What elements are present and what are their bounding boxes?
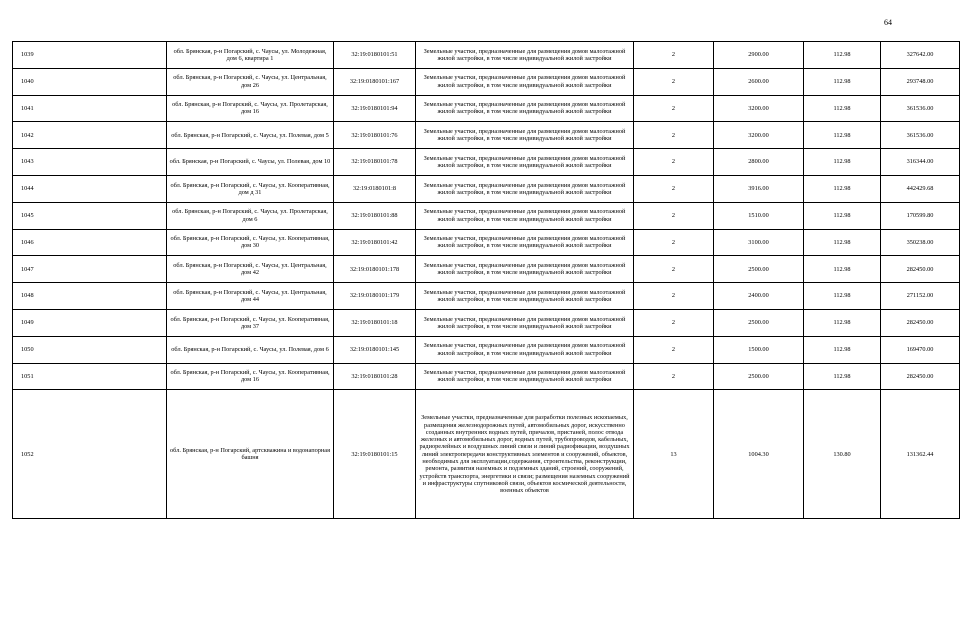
address-cell: обл. Брянская, р-н Погарский, с. Чаусы, ул. Полевая, дом 6 — [167, 336, 334, 363]
use-class-cell: 13 — [634, 390, 714, 519]
cadastral-value-cell: 327642.00 — [881, 42, 960, 69]
cadastral-value-cell: 442429.68 — [881, 175, 960, 202]
table-row — [13, 229, 960, 256]
address-cell: обл. Брянская, р-н Погарский, с. Чаусы, ул. Кооперативная, дом 16 — [167, 363, 334, 390]
page-number: 64 — [884, 18, 892, 27]
cadastral-value-cell: 350238.00 — [881, 229, 960, 256]
row-number: 1050 — [13, 336, 167, 363]
specific-value-cell: 112.98 — [804, 68, 881, 95]
row-number: 1044 — [13, 175, 167, 202]
specific-value-cell: 112.98 — [804, 363, 881, 390]
area-cell: 2800.00 — [714, 149, 804, 176]
address-cell: обл. Брянская, р-н Погарский, с. Чаусы, ул. Центральная, дом 44 — [167, 283, 334, 310]
permitted-use-cell: Земельные участки, предназначенные для размещения домов малоэтажной жилой застройки, в том числе индивидуальной жилой застройки — [416, 42, 634, 69]
address-cell: обл. Брянская, р-н Погарский, с. Чаусы, ул. Центральная, дом 26 — [167, 68, 334, 95]
cadastral-number-cell: 32:19:0180101:167 — [334, 68, 416, 95]
cadastral-number-cell: 32:19:0180101:15 — [334, 390, 416, 519]
address-cell: обл. Брянская, р-н Погарский, с. Чаусы, ул. Пролетарская, дом 16 — [167, 95, 334, 122]
area-cell: 2500.00 — [714, 256, 804, 283]
permitted-use-cell: Земельные участки, предназначенные для размещения домов малоэтажной жилой застройки, в том числе индивидуальной жилой застройки — [416, 229, 634, 256]
area-cell: 3916.00 — [714, 175, 804, 202]
row-number: 1040 — [13, 68, 167, 95]
use-class-cell: 2 — [634, 256, 714, 283]
table-row — [13, 363, 960, 390]
cadastral-number-cell: 32:19:0180101:145 — [334, 336, 416, 363]
area-cell: 3100.00 — [714, 229, 804, 256]
address-cell: обл. Брянская, р-н Погарский, с. Чаусы, ул. Кооперативная, дом д 31 — [167, 175, 334, 202]
area-cell: 3200.00 — [714, 95, 804, 122]
cadastral-value-cell: 169470.00 — [881, 336, 960, 363]
specific-value-cell: 112.98 — [804, 95, 881, 122]
cadastral-value-cell: 170599.80 — [881, 202, 960, 229]
cadastral-number-cell: 32:19:0180101:18 — [334, 309, 416, 336]
cadastral-number-cell: 32:19:0180101:88 — [334, 202, 416, 229]
address-cell: обл. Брянская, р-н Погарский, с. Чаусы, ул. Молодежная, дом 6, квартира 1 — [167, 42, 334, 69]
specific-value-cell: 130.80 — [804, 390, 881, 519]
permitted-use-cell: Земельные участки, предназначенные для размещения домов малоэтажной жилой застройки, в том числе индивидуальной жилой застройки — [416, 68, 634, 95]
cadastral-value-cell: 282450.00 — [881, 363, 960, 390]
use-class-cell: 2 — [634, 68, 714, 95]
cadastral-value-cell: 293748.00 — [881, 68, 960, 95]
cadastral-value-cell: 361536.00 — [881, 122, 960, 149]
use-class-cell: 2 — [634, 229, 714, 256]
permitted-use-cell: Земельные участки, предназначенные для размещения домов малоэтажной жилой застройки, в том числе индивидуальной жилой застройки — [416, 175, 634, 202]
cadastral-value-cell: 131362.44 — [881, 390, 960, 519]
permitted-use-cell: Земельные участки, предназначенные для размещения домов малоэтажной жилой застройки, в том числе индивидуальной жилой застройки — [416, 363, 634, 390]
row-number: 1042 — [13, 122, 167, 149]
table-row — [13, 42, 960, 69]
table-row — [13, 175, 960, 202]
cadastral-number-cell: 32:19:0180101:51 — [334, 42, 416, 69]
area-cell: 2500.00 — [714, 363, 804, 390]
permitted-use-cell: Земельные участки, предназначенные для размещения домов малоэтажной жилой застройки, в том числе индивидуальной жилой застройки — [416, 122, 634, 149]
row-number: 1045 — [13, 202, 167, 229]
use-class-cell: 2 — [634, 122, 714, 149]
row-number: 1046 — [13, 229, 167, 256]
specific-value-cell: 112.98 — [804, 336, 881, 363]
table-row — [13, 202, 960, 229]
cadastral-value-cell: 316344.00 — [881, 149, 960, 176]
specific-value-cell: 112.98 — [804, 42, 881, 69]
table-row — [13, 283, 960, 310]
use-class-cell: 2 — [634, 363, 714, 390]
address-cell: обл. Брянская, р-н Погарский, с. Чаусы, ул. Пролетарская, дом 6 — [167, 202, 334, 229]
address-cell: обл. Брянская, р-н Погарский, с. Чаусы, ул. Полевая, дом 10 — [167, 149, 334, 176]
cadastral-value-cell: 271152.00 — [881, 283, 960, 310]
use-class-cell: 2 — [634, 149, 714, 176]
area-cell: 1510.00 — [714, 202, 804, 229]
land-registry-table — [12, 41, 960, 519]
cadastral-number-cell: 32:19:0180101:78 — [334, 149, 416, 176]
specific-value-cell: 112.98 — [804, 175, 881, 202]
cadastral-number-cell: 32:19:0180101:76 — [334, 122, 416, 149]
area-cell: 1500.00 — [714, 336, 804, 363]
cadastral-value-cell: 282450.00 — [881, 256, 960, 283]
address-cell: обл. Брянская, р-н Погарский, с. Чаусы, ул. Кооперативная, дом 30 — [167, 229, 334, 256]
specific-value-cell: 112.98 — [804, 309, 881, 336]
specific-value-cell: 112.98 — [804, 122, 881, 149]
row-number: 1043 — [13, 149, 167, 176]
area-cell: 2900.00 — [714, 42, 804, 69]
use-class-cell: 2 — [634, 283, 714, 310]
area-cell: 3200.00 — [714, 122, 804, 149]
use-class-cell: 2 — [634, 336, 714, 363]
table-row — [13, 68, 960, 95]
area-cell: 2500.00 — [714, 309, 804, 336]
use-class-cell: 2 — [634, 309, 714, 336]
table-row — [13, 95, 960, 122]
row-number: 1048 — [13, 283, 167, 310]
permitted-use-cell: Земельные участки, предназначенные для размещения домов малоэтажной жилой застройки, в том числе индивидуальной жилой застройки — [416, 95, 634, 122]
table-row — [13, 149, 960, 176]
use-class-cell: 2 — [634, 175, 714, 202]
specific-value-cell: 112.98 — [804, 149, 881, 176]
use-class-cell: 2 — [634, 202, 714, 229]
address-cell: обл. Брянская, р-н Погарский, с. Чаусы, ул. Кооперативная, дом 37 — [167, 309, 334, 336]
row-number: 1051 — [13, 363, 167, 390]
specific-value-cell: 112.98 — [804, 283, 881, 310]
cadastral-number-cell: 32:19:0180101:179 — [334, 283, 416, 310]
row-number: 1041 — [13, 95, 167, 122]
row-number: 1049 — [13, 309, 167, 336]
table-row — [13, 256, 960, 283]
address-cell: обл. Брянская, р-н Погарский, артскважина и водонапорная башня — [167, 390, 334, 519]
use-class-cell: 2 — [634, 95, 714, 122]
cadastral-number-cell: 32:19:0180101:178 — [334, 256, 416, 283]
permitted-use-cell: Земельные участки, предназначенные для размещения домов малоэтажной жилой застройки, в том числе индивидуальной жилой застройки — [416, 283, 634, 310]
cadastral-number-cell: 32:19:0180101:42 — [334, 229, 416, 256]
permitted-use-cell: Земельные участки, предназначенные для размещения домов малоэтажной жилой застройки, в том числе индивидуальной жилой застройки — [416, 256, 634, 283]
area-cell: 1004.30 — [714, 390, 804, 519]
row-number: 1052 — [13, 390, 167, 519]
permitted-use-cell: Земельные участки, предназначенные для размещения домов малоэтажной жилой застройки, в том числе индивидуальной жилой застройки — [416, 309, 634, 336]
permitted-use-cell: Земельные участки, предназначенные для размещения домов малоэтажной жилой застройки, в том числе индивидуальной жилой застройки — [416, 202, 634, 229]
area-cell: 2600.00 — [714, 68, 804, 95]
cadastral-number-cell: 32:19:0180101:8 — [334, 175, 416, 202]
address-cell: обл. Брянская, р-н Погарский, с. Чаусы, ул. Центральная, дом 42 — [167, 256, 334, 283]
use-class-cell: 2 — [634, 42, 714, 69]
specific-value-cell: 112.98 — [804, 202, 881, 229]
address-cell: обл. Брянская, р-н Погарский, с. Чаусы, ул. Полевая, дом 5 — [167, 122, 334, 149]
cadastral-number-cell: 32:19:0180101:28 — [334, 363, 416, 390]
table-row — [13, 309, 960, 336]
permitted-use-cell: Земельные участки, предназначенные для размещения домов малоэтажной жилой застройки, в том числе индивидуальной жилой застройки — [416, 336, 634, 363]
permitted-use-cell: Земельные участки, предназначенные для разработки полезных ископаемых, размещения железнодорожных путей, автомобильных дорог, искусственно созданных внутренних водных путей, причалов, пристаней, полос отвода железных и автомобильных дорог, водных путей, трубопроводов, кабельных, радиорелейных и воздушных линий связи и линий радиофикации, воздушных линий электропередачи конструктивных элементов и сооружений, объектов, необходимых для эксплуатации,содержания, строительства, реконструкции, ремонта, развития наземных и подземных зданий, строений, сооружений, устройств транспорта, энергетики и связи; размещения наземных сооружений и инфраструктуры спутниковой связи, объектов космической деятельности, военных объектов — [416, 390, 634, 519]
cadastral-value-cell: 361536.00 — [881, 95, 960, 122]
permitted-use-cell: Земельные участки, предназначенные для размещения домов малоэтажной жилой застройки, в том числе индивидуальной жилой застройки — [416, 149, 634, 176]
row-number: 1039 — [13, 42, 167, 69]
specific-value-cell: 112.98 — [804, 229, 881, 256]
cadastral-number-cell: 32:19:0180101:94 — [334, 95, 416, 122]
cadastral-value-cell: 282450.00 — [881, 309, 960, 336]
specific-value-cell: 112.98 — [804, 256, 881, 283]
table-row — [13, 390, 960, 519]
area-cell: 2400.00 — [714, 283, 804, 310]
row-number: 1047 — [13, 256, 167, 283]
table-row — [13, 122, 960, 149]
table-row — [13, 336, 960, 363]
